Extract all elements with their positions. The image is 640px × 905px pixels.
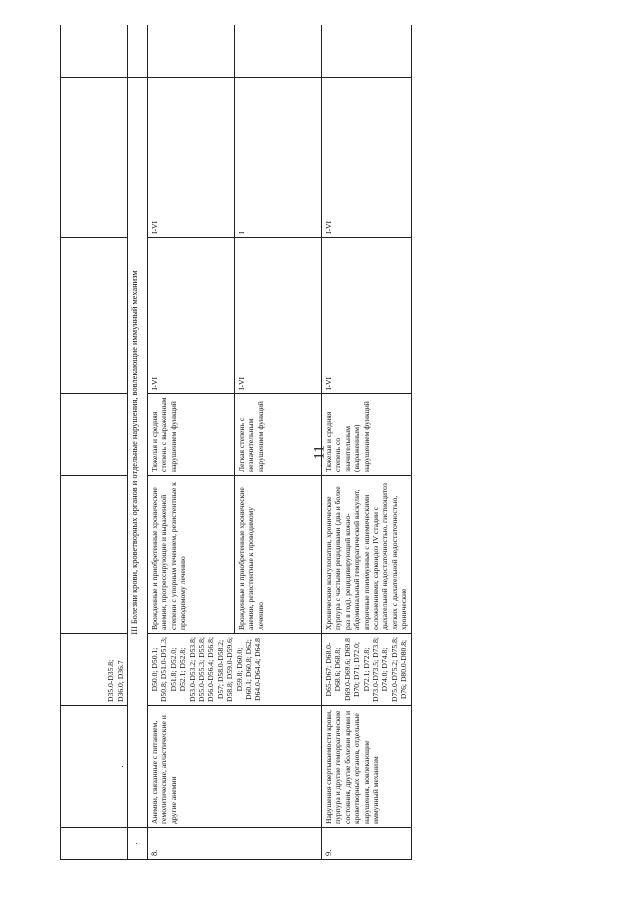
rotated-page-content [60,25,605,860]
row-9-extra [322,25,412,78]
row-9-degree-a: I-VI [322,238,412,394]
section-left-mark: . [128,828,148,860]
row-9-severity: Тяжелая и средняя степень со значительным (выраженным) нарушением функций [322,394,412,476]
row-9-number: 9. [322,828,412,860]
row-8a-degree-b: I-VI [148,78,235,238]
section-header-row [128,25,148,860]
row-8b-degree-a: I-VI [235,238,322,394]
cell-top-extra [61,25,128,78]
row-8a-extra [148,25,235,78]
row-8b-severity: Легкая степень с незначительным нарушением функций [235,394,322,476]
row-9-disease: Нарушения свертываемости крови, пурпура и другие геморрагические состояния, другие болезни крови и кроветворных органов, отдельные нарушения, вовлекающие иммунный механизм [322,706,412,828]
page-number: 11 [311,444,328,460]
cell-top-degree-b [61,78,128,238]
row-9-degree-b: I-VI [322,78,412,238]
disability-criteria-table [60,25,412,860]
rotated-table-wrapper [60,25,605,860]
top-codes-line-1: D35.0-D35.8; [106,659,116,702]
row-8a-severity: Тяжелая и средняя степень с выраженным нарушением функций [148,394,235,476]
cell-top-codes [61,634,128,706]
row-9-form: Хронические коагулопатии, хронические пурпура с частыми рецидивами (два и более раз в год), рецидивирующий кожно-абдоминальный геморрагический васкулит, вторичные поиммунные с ишемическими осложнениями, саркоидоз IV стадии с дыхательной недостаточностью, гистиоцитоз легких с дыхательной недостаточностью, хронические [322,476,412,634]
cell-top-dot: . [61,706,128,828]
table-row-top [61,25,128,860]
row-8b-degree-b: I [235,78,322,238]
cell-top-form [61,476,128,634]
row-8b-extra [235,25,322,78]
table-row-9 [322,25,412,860]
row-8-number: 8. [148,828,322,860]
row-8-disease: Анемии, связанные с питанием, гемолитические, апластические и другие анемии [148,706,322,828]
row-8b-form: Врожденные и приобретенные хронические анемии, резистентные к проводимому лечению [235,476,322,634]
row-8a-degree-a: I-VI [148,238,235,394]
section-title: III Болезни крови, кроветворных органов и отдельные нарушения, вовлекающие иммунный механизм [128,78,148,828]
cell-top-severity [61,394,128,476]
cell-top-degree-a [61,238,128,394]
row-8a-form: Врожденные и приобретенные хронические анемии, прогрессирующие и выраженной степени с упорным течением, резистентные к проводимому лечению [148,476,235,634]
row-8-codes: D50.0; D50.1; D50.8; D51.0-D51.3; D51.8; D52.0; D52.1; D52.8; D53.0-D53.2; D53.8; D55.0-D55.3; D55.8; D56.0-D56.4; D56.8; D57; D58.0-D58.2; D58.8; D59.0-D59.6; D59.8; D60.0; D60.1; D60.8; D62; D64.0-D64.4; D64.8 [148,634,322,706]
section-extra-cell [128,25,148,78]
top-codes-line-2: D36.0; D36.7 [115,660,125,702]
cell-top-num [61,828,128,860]
row-9-codes: D65-D67; D68.0-D68.6; D68.8; D69.0-D69.6; D69.8 D70; D71; D72.0; D72.1; D72.8; D73.0-D73.5; D73.8; D74.0; D74.8; D75.0-D75.2; D75.8; D76; D80.0-D80.8; [322,634,412,706]
table-row-8a [148,25,235,860]
